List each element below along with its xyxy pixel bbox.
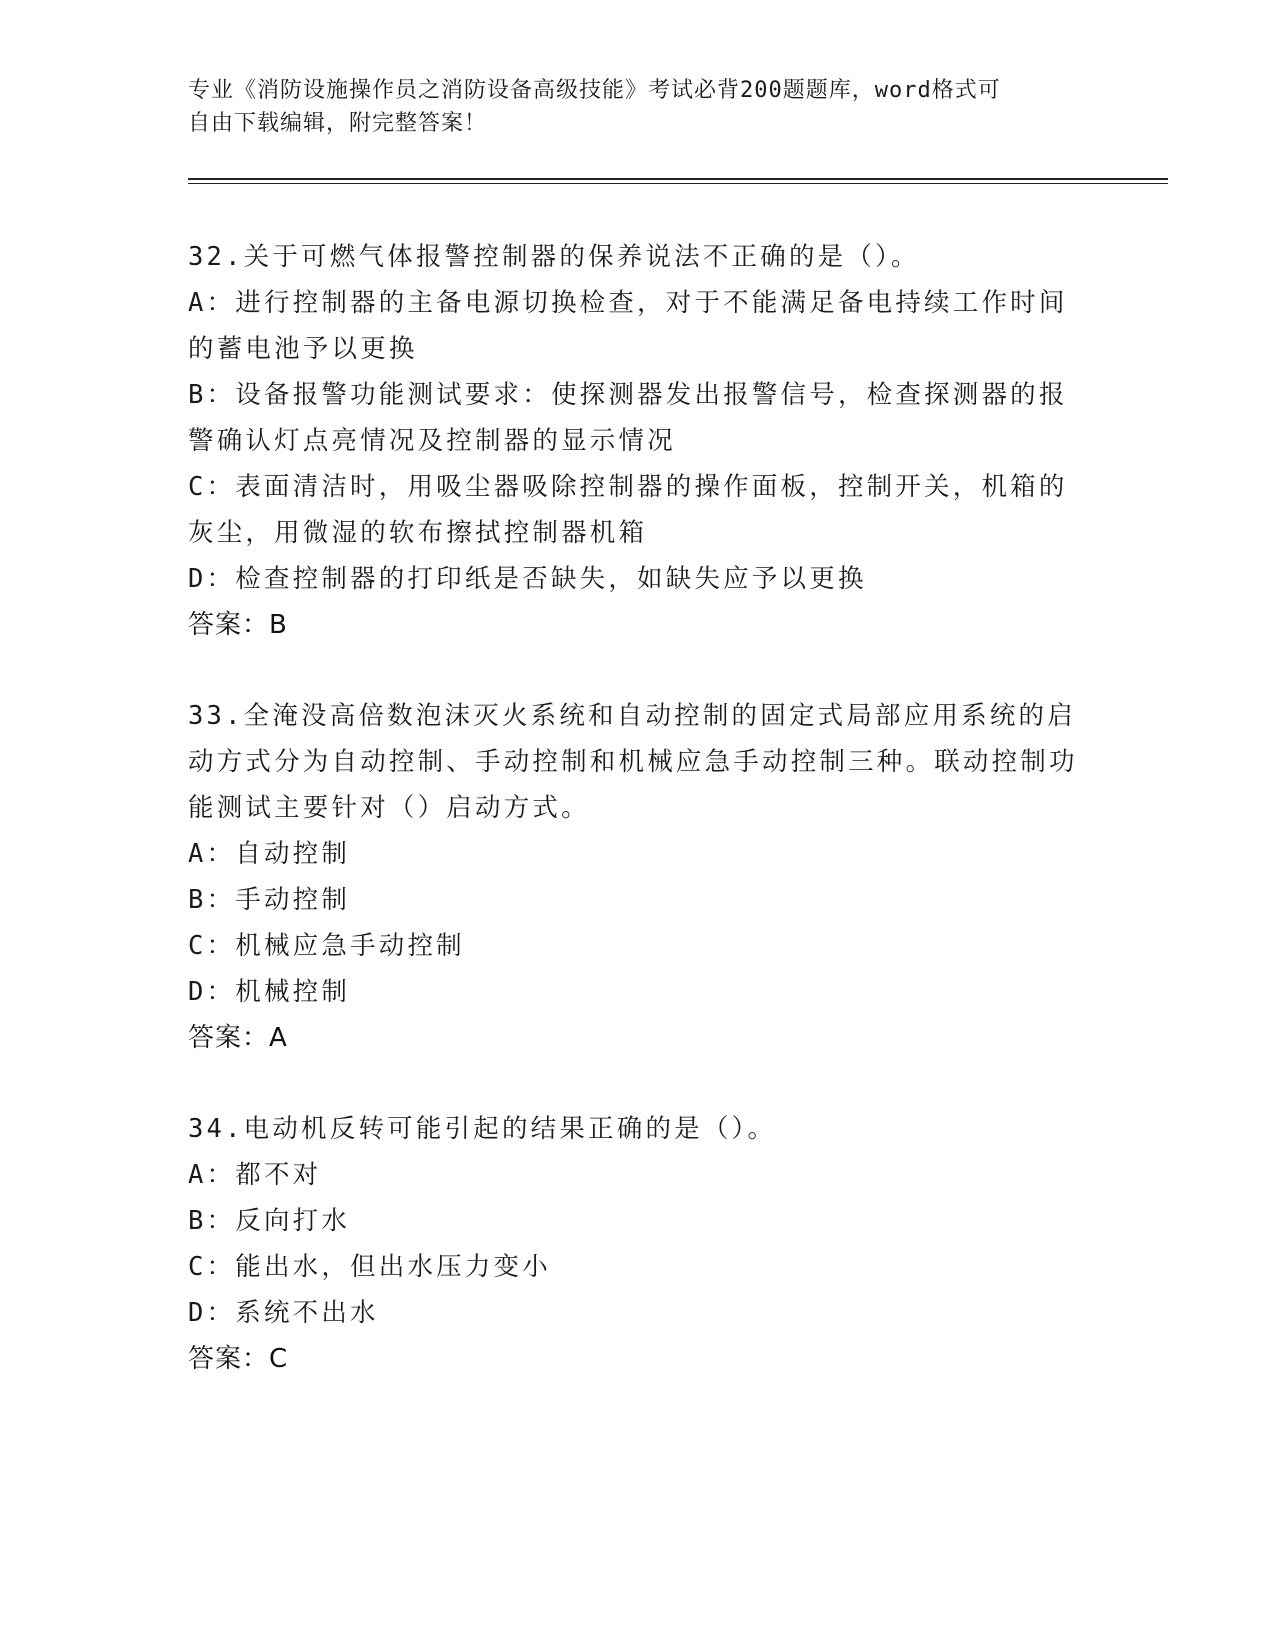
option-c: C：表面清洁时，用吸尘器吸除控制器的操作面板，控制开关，机箱的灰尘，用微湿的软布擦拭控制器机箱 — [188, 472, 1068, 548]
header-line-2: 自由下载编辑，附完整答案！ — [188, 111, 488, 136]
header-divider — [188, 178, 1168, 184]
question-33 — [188, 693, 1088, 1061]
question-stem: 34.电动机反转可能引起的结果正确的是（）。 — [188, 1114, 777, 1144]
option-b: B：设备报警功能测试要求：使探测器发出报警信号，检查探测器的报警确认灯点亮情况及控制器的显示情况 — [188, 380, 1068, 456]
header-line-1: 专业《消防设施操作员之消防设备高级技能》考试必背200题题库，word格式可 — [188, 78, 1001, 103]
option-a: A：都不对 — [188, 1160, 322, 1190]
option-c: C：能出水，但出水压力变小 — [188, 1252, 551, 1282]
option-a: A：进行控制器的主备电源切换检查，对于不能满足备电持续工作时间的蓄电池予以更换 — [188, 288, 1068, 364]
question-34 — [188, 1106, 1088, 1382]
question-stem: 33.全淹没高倍数泡沫灭火系统和自动控制的固定式局部应用系统的启动方式分为自动控制、手动控制和机械应急手动控制三种。联动控制功能测试主要针对（）启动方式。 — [188, 701, 1078, 823]
option-a: A：自动控制 — [188, 839, 351, 869]
option-b: B：反向打水 — [188, 1206, 351, 1236]
answer-label: 答案：B — [188, 610, 288, 640]
option-b: B：手动控制 — [188, 885, 351, 915]
question-list — [188, 234, 1088, 1427]
question-stem: 32.关于可燃气体报警控制器的保养说法不正确的是（）。 — [188, 242, 920, 272]
option-d: D：系统不出水 — [188, 1298, 379, 1328]
question-32 — [188, 234, 1088, 648]
answer-label: 答案：A — [188, 1023, 288, 1053]
option-d: D：机械控制 — [188, 977, 351, 1007]
answer-label: 答案：C — [188, 1344, 289, 1374]
option-c: C：机械应急手动控制 — [188, 931, 465, 961]
document-header — [188, 74, 1068, 140]
option-d: D：检查控制器的打印纸是否缺失，如缺失应予以更换 — [188, 564, 867, 594]
